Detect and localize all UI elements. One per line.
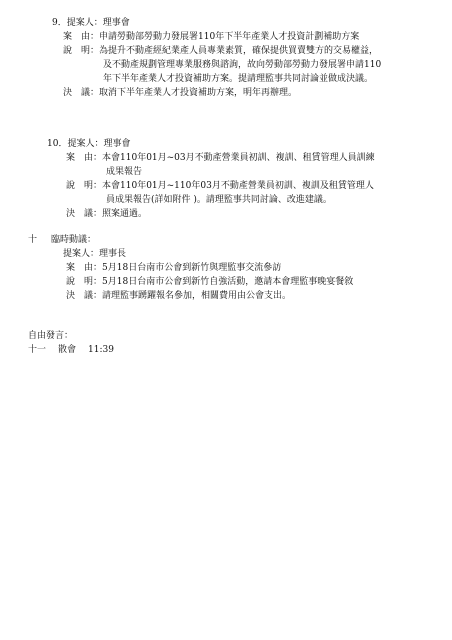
section11-time: 11:39: [88, 345, 114, 355]
item9-case-line: [63, 31, 359, 44]
section11-number: 十一: [28, 345, 47, 355]
item10-proposer: 理事會: [103, 139, 131, 149]
item10-case-line-1: 本會110年01月~03月不動產營業員初訓、複訓、租賃管理人員訓練: [102, 153, 375, 163]
item9-resolution-line: [63, 87, 297, 100]
section10-case-line: [66, 262, 281, 275]
item9-desc-line-1: 為提升不動產經紀業產人員專業素質，確保提供買賣雙方的交易權益，: [99, 46, 379, 56]
item9-desc-line-3: 年下半年產業人才投資補助方案。提請理監事共同討論並做成決議。: [103, 74, 374, 84]
item9-desc-label: 說 明：: [63, 46, 100, 56]
section10-case-label: 案 由：: [66, 263, 103, 273]
section10-proposer: 理事長: [99, 249, 127, 259]
item9-resolution-label: 決 議：: [63, 88, 100, 98]
item10-desc-line-2: 員成果報告(詳如附件 )。請理監事共同討論、改進建議。: [106, 195, 332, 205]
item10-proposer-label: 提案人：: [67, 139, 104, 149]
section10-title: 臨時動議：: [51, 235, 97, 245]
section10-proposer-line: [63, 248, 126, 261]
item10-desc-label: 說 明：: [66, 181, 103, 191]
section10-resolution-line: [66, 290, 291, 303]
section10-desc: 5月18日台南市公會到新竹自強活動，邀請本會理監事晚宴餐敘: [102, 277, 354, 287]
item9-proposer-line: [52, 17, 130, 30]
item10-resolution-label: 決 議：: [66, 209, 103, 219]
section10-number: 十: [28, 235, 38, 245]
item9-case: 申請勞動部勞動力發展署110年下半年產業人才投資計劃補助方案: [99, 32, 360, 42]
item10-case-line: [66, 152, 375, 165]
item10-proposer-line: [47, 138, 130, 151]
section11-heading: [28, 344, 114, 357]
section10-proposer-label: 提案人：: [63, 249, 100, 259]
item9-case-label: 案 由：: [63, 32, 100, 42]
item9-proposer-label: 提案人：: [66, 18, 103, 28]
free-speech-heading: 自由發言：: [28, 331, 74, 341]
section11-title: 散會: [58, 345, 77, 355]
item10-case-label: 案 由：: [66, 153, 103, 163]
item10-number: 10．: [47, 139, 68, 149]
item9-proposer: 理事會: [102, 18, 130, 28]
section10-case: 5月18日台南市公會到新竹與理監事交流參訪: [102, 263, 282, 273]
item9-number: 9．: [52, 18, 67, 28]
item9-resolution: 取消下半年產業人才投資補助方案，明年再辦理。: [99, 88, 298, 98]
section10-heading: [28, 234, 96, 247]
section10-resolution: 請理監事踴躍報名參加，相關費用由公會支出。: [102, 291, 292, 301]
item9-desc-line-2: 及不動產規劃管理專業服務與諮詢，故向勞動部勞動力發展署申請110: [103, 60, 382, 70]
section10-desc-label: 說 明：: [66, 277, 103, 287]
section10-resolution-label: 決 議：: [66, 291, 103, 301]
section10-desc-line: [66, 276, 353, 289]
item10-resolution: 照案通過。: [102, 209, 148, 219]
item10-desc-line-1: 本會110年01月~110年03月不動產營業員初訓、複訓及租賃管理人: [102, 181, 374, 191]
item10-case-line-2: 成果報告: [106, 167, 143, 177]
item10-desc-line: [66, 180, 374, 193]
item10-resolution-line: [66, 208, 147, 221]
item9-desc-line: [63, 45, 378, 58]
